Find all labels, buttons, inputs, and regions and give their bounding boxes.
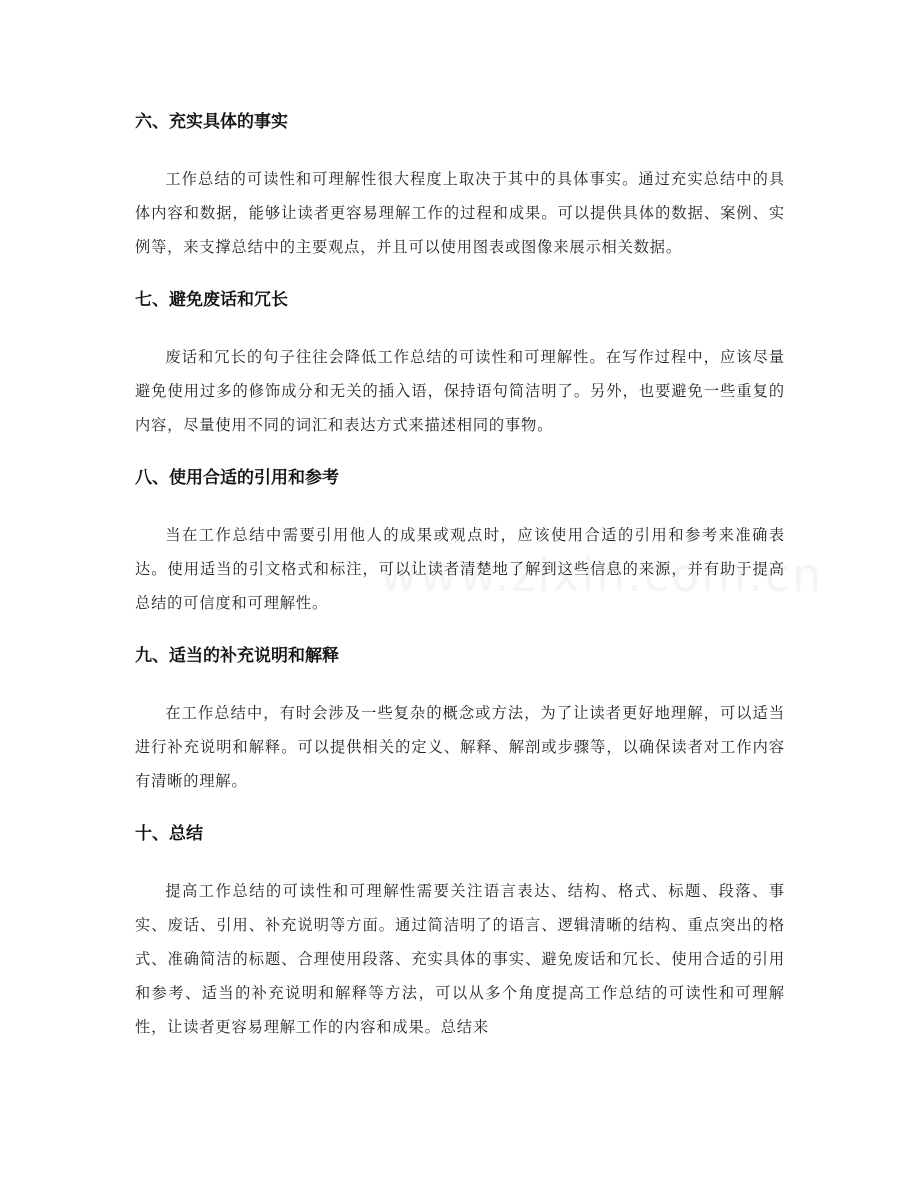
section-6 <box>135 100 785 278</box>
section-paragraph: 当在工作总结中需要引用他人的成果或观点时，应该使用合适的引用和参考来准确表达。使用适当的引文格式和标注，可以让读者清楚地了解到这些信息的来源，并有助于提高总结的可信度和可理解性。 <box>135 526 785 612</box>
section-10 <box>135 812 785 1058</box>
section-paragraph: 在工作总结中，有时会涉及一些复杂的概念或方法，为了让读者更好地理解，可以适当进行补充说明和解释。可以提供相关的定义、解释、解剖或步骤等，以确保读者对工作内容有清晰的理解。 <box>135 704 785 790</box>
section-heading: 七、避免废话和冗长 <box>135 290 288 310</box>
section-paragraph: 提高工作总结的可读性和可理解性需要关注语言表达、结构、格式、标题、段落、事实、废话、引用、补充说明等方面。通过简洁明了的语言、逻辑清晰的结构、重点突出的格式、准确简洁的标题、合理使用段落、充实具体的事实、避免废话和冗长、使用合适的引用和参考、适当的补充说明和解释等方法，可以从多个角度提高工作总结的可读性和可理解性，让读者更容易理解工作的内容和成果。总结来 <box>135 882 785 1036</box>
section-heading: 八、使用合适的引用和参考 <box>135 468 339 488</box>
section-paragraph: 废话和冗长的句子往往会降低工作总结的可读性和可理解性。在写作过程中，应该尽量避免使用过多的修饰成分和无关的插入语，保持语句简洁明了。另外，也要避免一些重复的内容，尽量使用不同的词汇和表达方式来描述相同的事物。 <box>135 348 785 434</box>
section-heading: 六、充实具体的事实 <box>135 112 288 132</box>
section-8 <box>135 456 785 634</box>
section-heading: 九、适当的补充说明和解释 <box>135 646 339 666</box>
section-7 <box>135 278 785 456</box>
section-paragraph: 工作总结的可读性和可理解性很大程度上取决于其中的具体事实。通过充实总结中的具体内容和数据，能够让读者更容易理解工作的过程和成果。可以提供具体的数据、案例、实例等，来支撑总结中的主要观点，并且可以使用图表或图像来展示相关数据。 <box>135 170 785 256</box>
section-9 <box>135 634 785 812</box>
section-heading: 十、总结 <box>135 824 203 844</box>
document-page <box>135 100 785 1058</box>
